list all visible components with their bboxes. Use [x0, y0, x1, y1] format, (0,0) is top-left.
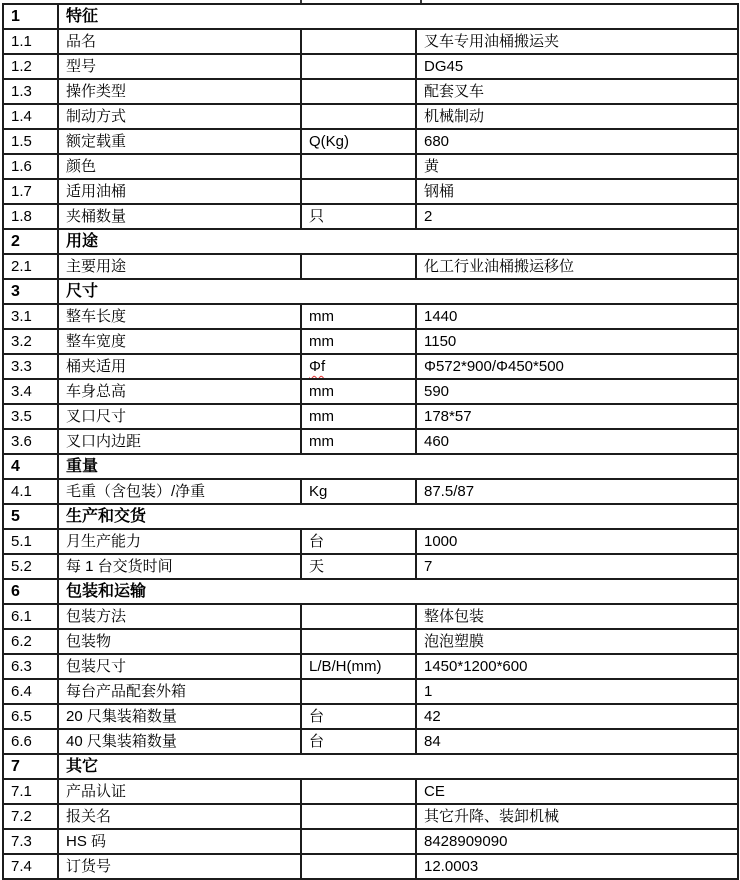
spec-value: 680: [416, 129, 738, 154]
spec-value: 机械制动: [416, 104, 738, 129]
spec-row: [3, 529, 738, 554]
spec-unit: mm: [301, 329, 416, 354]
spec-value: 化工行业油桶搬运移位: [416, 254, 738, 279]
spec-unit: [301, 54, 416, 79]
row-number: 3.5: [3, 404, 58, 429]
row-number: 3.1: [3, 304, 58, 329]
spec-row: [3, 129, 738, 154]
spec-unit: 台: [301, 729, 416, 754]
spec-name: 产品认证: [58, 779, 301, 804]
row-number: 6.1: [3, 604, 58, 629]
spec-unit: 只: [301, 204, 416, 229]
spec-name: 额定载重: [58, 129, 301, 154]
spec-unit: [301, 354, 416, 379]
spec-row: [3, 404, 738, 429]
spec-value: 178*57: [416, 404, 738, 429]
spec-value: 590: [416, 379, 738, 404]
spec-name: 包装尺寸: [58, 654, 301, 679]
spec-name: 每 1 台交货时间: [58, 554, 301, 579]
spec-row: [3, 354, 738, 379]
spec-value: 1150: [416, 329, 738, 354]
row-number: 6.2: [3, 629, 58, 654]
spec-unit: mm: [301, 429, 416, 454]
spec-row: [3, 679, 738, 704]
spec-value: 1450*1200*600: [416, 654, 738, 679]
spec-name: 报关名: [58, 804, 301, 829]
spec-unit: L/B/H(mm): [301, 654, 416, 679]
spec-row: [3, 654, 738, 679]
spec-name: 包装方法: [58, 604, 301, 629]
row-number: 4.1: [3, 479, 58, 504]
spec-unit: 天: [301, 554, 416, 579]
section-row: [3, 754, 738, 779]
spec-name: 40 尺集装箱数量: [58, 729, 301, 754]
spec-row: [3, 329, 738, 354]
row-number: 5.1: [3, 529, 58, 554]
spec-value: 黄: [416, 154, 738, 179]
spec-name: 每台产品配套外箱: [58, 679, 301, 704]
section-row: [3, 4, 738, 29]
spec-name: 操作类型: [58, 79, 301, 104]
spec-value: Φ572*900/Φ450*500: [416, 354, 738, 379]
spec-row: [3, 429, 738, 454]
spec-value: 配套叉车: [416, 79, 738, 104]
spec-name: 毛重（含包装）/净重: [58, 479, 301, 504]
spec-value: 1440: [416, 304, 738, 329]
spec-name: 车身总高: [58, 379, 301, 404]
spec-table-body: [3, 4, 738, 879]
spec-row: [3, 854, 738, 879]
spec-name: 适用油桶: [58, 179, 301, 204]
spec-name: 月生产能力: [58, 529, 301, 554]
section-title: 重量: [58, 454, 738, 479]
row-number: 3.4: [3, 379, 58, 404]
row-number: 1.1: [3, 29, 58, 54]
row-number: 1.4: [3, 104, 58, 129]
spec-unit: mm: [301, 379, 416, 404]
spec-name: 整车长度: [58, 304, 301, 329]
spec-row: [3, 254, 738, 279]
spec-unit: Q(Kg): [301, 129, 416, 154]
spec-row: [3, 829, 738, 854]
spec-row: [3, 379, 738, 404]
section-number: 5: [3, 504, 58, 529]
section-row: [3, 504, 738, 529]
row-number: 3.3: [3, 354, 58, 379]
spec-value: 12.0003: [416, 854, 738, 879]
spec-row: [3, 104, 738, 129]
spec-value: 84: [416, 729, 738, 754]
spec-name: 品名: [58, 29, 301, 54]
row-number: 6.6: [3, 729, 58, 754]
row-number: 1.6: [3, 154, 58, 179]
spec-value: DG45: [416, 54, 738, 79]
spec-value: 1: [416, 679, 738, 704]
spec-row: [3, 554, 738, 579]
spec-value: 泡泡塑膜: [416, 629, 738, 654]
spellchecked-unit-text: Φf: [309, 358, 326, 375]
spec-name: 20 尺集装箱数量: [58, 704, 301, 729]
spec-unit: Kg: [301, 479, 416, 504]
section-number: 1: [3, 4, 58, 29]
spec-value: 叉车专用油桶搬运夹: [416, 29, 738, 54]
section-number: 2: [3, 229, 58, 254]
spec-unit: mm: [301, 304, 416, 329]
spec-row: [3, 79, 738, 104]
spec-unit: mm: [301, 404, 416, 429]
row-number: 7.3: [3, 829, 58, 854]
spec-row: [3, 154, 738, 179]
spec-value: 42: [416, 704, 738, 729]
section-title: 特征: [58, 4, 738, 29]
row-number: 3.6: [3, 429, 58, 454]
section-title: 生产和交货: [58, 504, 738, 529]
section-row: [3, 579, 738, 604]
spec-row: [3, 604, 738, 629]
spec-value: CE: [416, 779, 738, 804]
section-row: [3, 454, 738, 479]
section-title: 用途: [58, 229, 738, 254]
spec-row: [3, 479, 738, 504]
row-number: 6.3: [3, 654, 58, 679]
spec-table: [2, 3, 739, 880]
spec-value: 整体包装: [416, 604, 738, 629]
spec-row: [3, 304, 738, 329]
spec-unit: [301, 79, 416, 104]
row-number: 5.2: [3, 554, 58, 579]
section-number: 3: [3, 279, 58, 304]
spec-unit: [301, 779, 416, 804]
spec-value: 1000: [416, 529, 738, 554]
spec-name: 整车宽度: [58, 329, 301, 354]
spec-row: [3, 179, 738, 204]
spec-unit: [301, 804, 416, 829]
row-number: 1.8: [3, 204, 58, 229]
section-title: 尺寸: [58, 279, 738, 304]
spec-sheet: [2, 3, 737, 880]
spec-row: [3, 29, 738, 54]
row-number: 7.4: [3, 854, 58, 879]
section-title: 包装和运输: [58, 579, 738, 604]
spec-row: [3, 204, 738, 229]
row-number: 2.1: [3, 254, 58, 279]
section-row: [3, 279, 738, 304]
spec-row: [3, 629, 738, 654]
spec-unit: [301, 829, 416, 854]
spec-unit: [301, 604, 416, 629]
spec-name: 颜色: [58, 154, 301, 179]
row-number: 7.1: [3, 779, 58, 804]
spec-row: [3, 729, 738, 754]
spec-unit: 台: [301, 529, 416, 554]
spec-name: 叉口内边距: [58, 429, 301, 454]
section-title: 其它: [58, 754, 738, 779]
spec-name: HS 码: [58, 829, 301, 854]
section-number: 7: [3, 754, 58, 779]
spec-unit: [301, 29, 416, 54]
spec-unit: [301, 154, 416, 179]
spec-value: 钢桶: [416, 179, 738, 204]
row-number: 3.2: [3, 329, 58, 354]
spec-value: 87.5/87: [416, 479, 738, 504]
spec-unit: [301, 254, 416, 279]
spec-name: 包装物: [58, 629, 301, 654]
spec-unit: [301, 104, 416, 129]
row-number: 1.3: [3, 79, 58, 104]
spec-value: 460: [416, 429, 738, 454]
spec-name: 订货号: [58, 854, 301, 879]
spec-name: 夹桶数量: [58, 204, 301, 229]
spec-name: 桶夹适用: [58, 354, 301, 379]
spec-unit: [301, 854, 416, 879]
section-row: [3, 229, 738, 254]
spec-value: 8428909090: [416, 829, 738, 854]
row-number: 6.4: [3, 679, 58, 704]
spec-row: [3, 54, 738, 79]
row-number: 6.5: [3, 704, 58, 729]
spec-row: [3, 804, 738, 829]
row-number: 1.5: [3, 129, 58, 154]
spec-unit: [301, 179, 416, 204]
section-number: 4: [3, 454, 58, 479]
spec-unit: 台: [301, 704, 416, 729]
spec-name: 型号: [58, 54, 301, 79]
spec-unit: [301, 629, 416, 654]
spec-name: 叉口尺寸: [58, 404, 301, 429]
spec-row: [3, 704, 738, 729]
spec-value: 7: [416, 554, 738, 579]
spec-row: [3, 779, 738, 804]
section-number: 6: [3, 579, 58, 604]
spec-name: 制动方式: [58, 104, 301, 129]
row-number: 1.7: [3, 179, 58, 204]
spec-name: 主要用途: [58, 254, 301, 279]
row-number: 7.2: [3, 804, 58, 829]
spec-unit: [301, 679, 416, 704]
row-number: 1.2: [3, 54, 58, 79]
spec-value: 其它升降、装卸机械: [416, 804, 738, 829]
spec-value: 2: [416, 204, 738, 229]
